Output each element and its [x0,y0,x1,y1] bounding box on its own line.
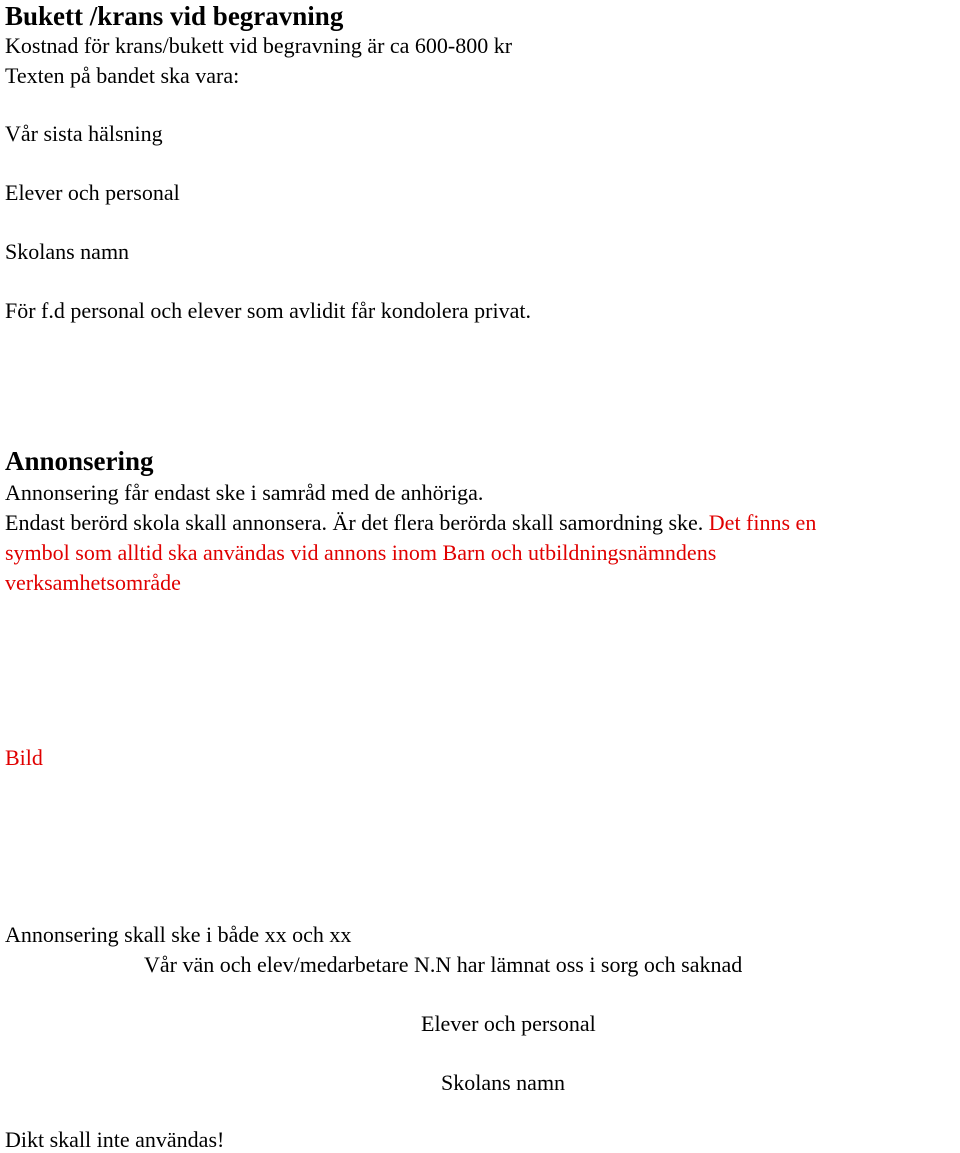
ribbon-intro-text: Texten på bandet ska vara: [5,63,240,88]
ribbon-line-students-staff: Elever och personal [5,180,180,205]
ribbon-line-school-name: Skolans namn [5,239,130,264]
private-condolence-note: För f.d personal och elever som avlidit får kondolera privat. [5,298,532,323]
ad-text-line1: Vår vän och elev/medarbetare N.N har lämnat oss i sorg och saknad [144,952,743,977]
ad-text-line3: Skolans namn [441,1070,566,1095]
poem-note: Dikt skall inte användas! [5,1127,225,1152]
symbol-text-line2: symbol som alltid ska användas vid annons inom Barn och utbildningsnämndens [5,540,717,565]
section-heading-advertising: Annonsering [5,446,154,476]
advertising-paragraph-line1 [5,510,816,536]
symbol-text-start: Det finns en [708,510,817,535]
symbol-text-line3: verksamhetsområde [5,570,181,595]
both-newspapers-text: Annonsering skall ske i både xx och xx [5,922,352,947]
consultation-text: Annonsering får endast ske i samråd med de anhöriga. [5,480,484,505]
cost-text: Kostnad för krans/bukett vid begravning är ca 600-800 kr [5,33,513,58]
coordination-text: Endast berörd skola skall annonsera. Är det flera berörda skall samordning ske. [5,510,704,535]
image-placeholder-label: Bild [5,745,43,770]
section-heading-wreath: Bukett /krans vid begravning [5,1,344,31]
ribbon-line-greeting: Vår sista hälsning [5,121,163,146]
ad-text-line2: Elever och personal [421,1011,596,1036]
